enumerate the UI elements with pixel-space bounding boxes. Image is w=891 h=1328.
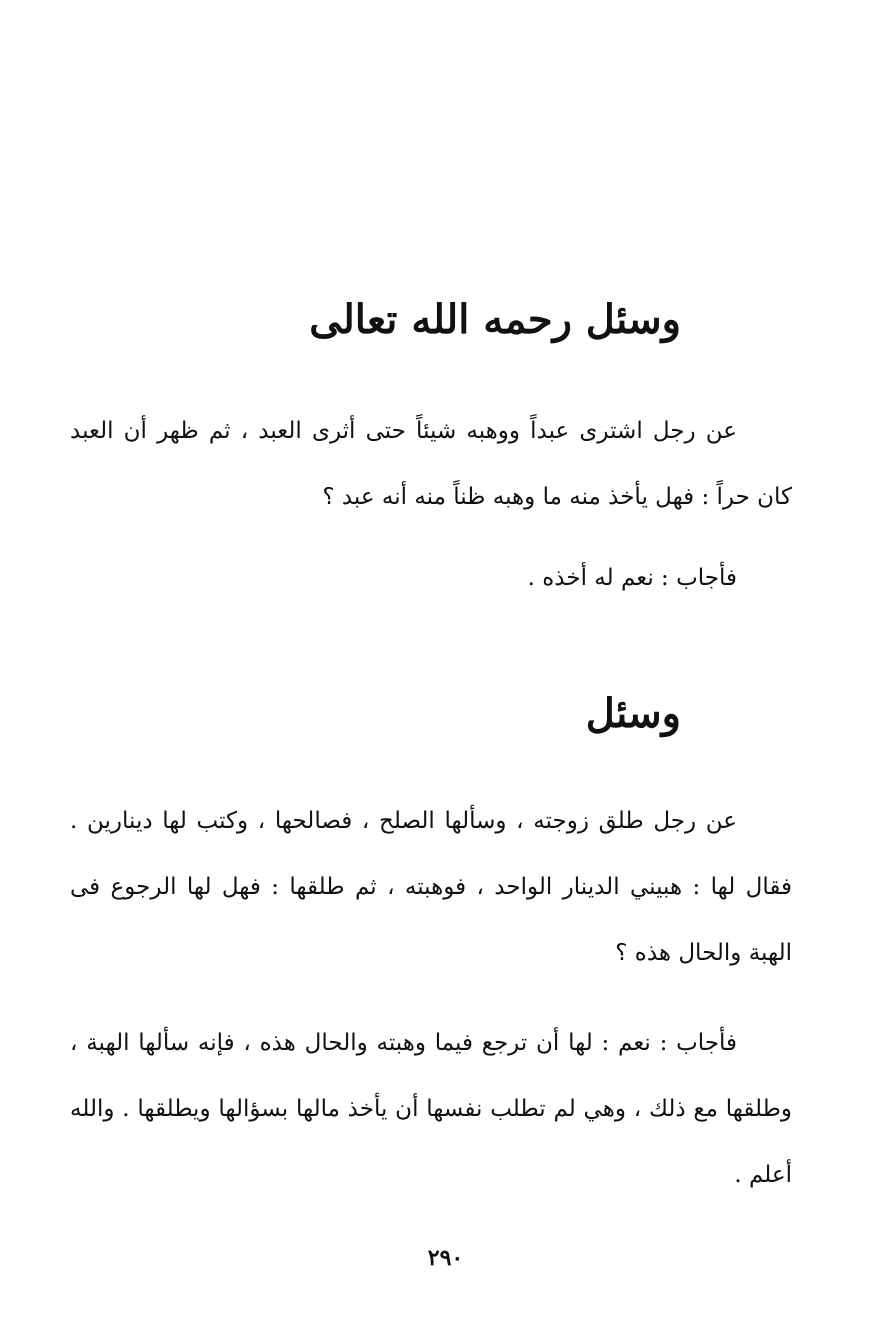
answer-paragraph-2: فأجاب : نعم : لها أن ترجع فيما وهبته والحال هذه ، فإنه سألها الهبة ، وطلقها مع ذلك ، وهي لم تطلب نفسها أن يأخذ مالها بسؤالها ويطلقها . والله أعلم . [70,1030,792,1188]
question-paragraph-1: عن رجل اشترى عبداً ووهبه شيئاً حتى أثرى العبد ، ثم ظهر أن العبد كان حراً : فهل يأخذ منه ما وهبه ظناً منه أنه عبد ؟ [70,418,792,510]
question-paragraph-2: عن رجل طلق زوجته ، وسألها الصلح ، فصالحها ، وكتب لها دينارين . فقال لها : هبيني الدينار الواحد ، فوهبته ، ثم طلقها : فهل لها الرجوع فى الهبة والحال هذه ؟ [70,808,792,966]
section-heading-1: وسئل رحمه الله تعالى [309,296,681,343]
page-number: ٢٩٠ [427,1245,464,1271]
section-heading-2: وسئل [585,690,681,737]
answer-paragraph-1: فأجاب : نعم له أخذه . [527,565,737,591]
